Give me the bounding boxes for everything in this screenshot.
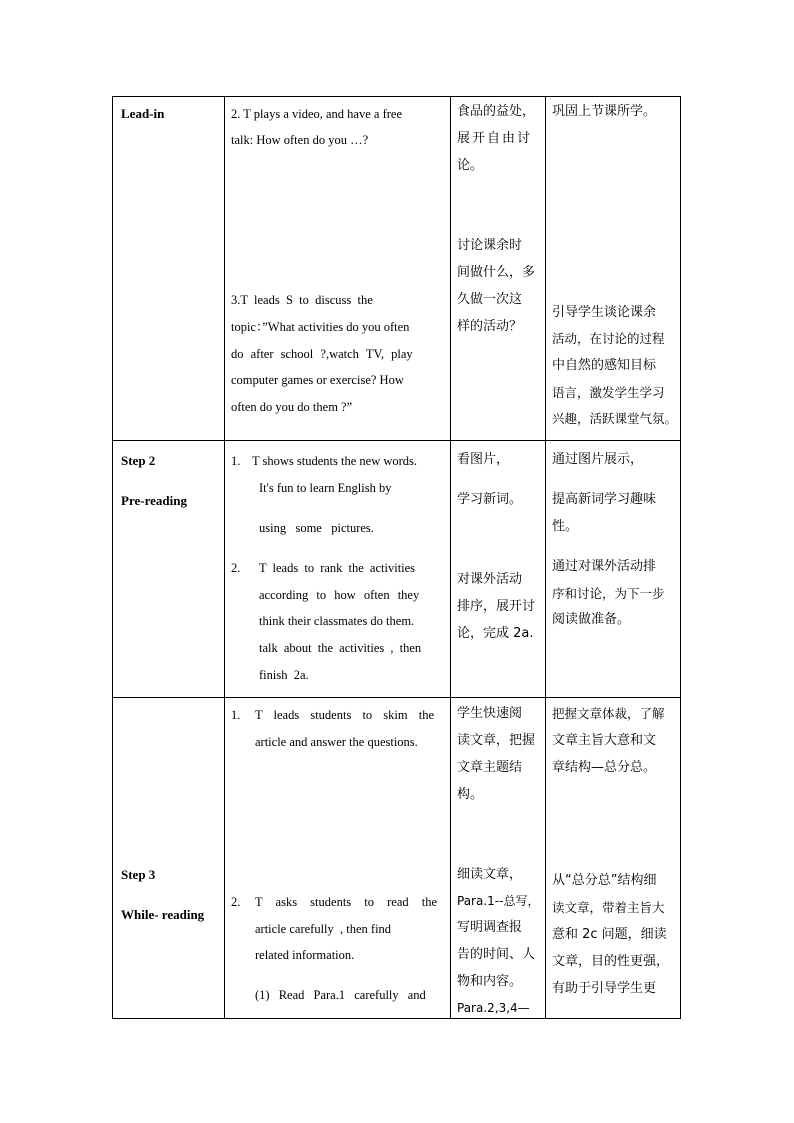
student-line: 久做一次这 — [457, 292, 523, 307]
activity-line: T asks students to read the — [255, 895, 438, 909]
purpose-line: 语言，激发学生学习 — [552, 385, 665, 400]
stage-label: Pre-reading — [121, 493, 187, 508]
step-label: Lead-in — [121, 106, 165, 121]
activity-line: talk: How often do you …? — [231, 133, 369, 147]
purpose-line: 巩固上节课所学。 — [552, 104, 657, 119]
activity-line: 2. T plays a video, and have a free — [231, 107, 403, 121]
list-number: 2. — [231, 895, 241, 909]
purpose-line: 文章主旨大意和文 — [552, 733, 657, 748]
activity-line: think their classmates do them. — [259, 614, 415, 628]
purpose-line: 提高新词学习趣味 — [552, 492, 657, 507]
student-line: 学习新词。 — [457, 492, 523, 507]
activity-line: computer games or exercise? How — [231, 373, 404, 387]
row-divider-1 — [112, 440, 681, 441]
student-line: 告的时间、人 — [457, 947, 536, 962]
purpose-line: 从“总分总”结构细 — [552, 873, 657, 888]
activity-line: using some pictures. — [259, 521, 374, 535]
activity-line: article carefully , then find — [255, 922, 392, 936]
student-line: 间做什么，多 — [457, 265, 536, 280]
student-line: 论。 — [457, 158, 484, 173]
purpose-line: 活动，在讨论的过程 — [552, 331, 665, 346]
student-line: 读文章，把握 — [457, 733, 536, 748]
step-label: Step 3 — [121, 867, 156, 882]
activity-line: according to how often they — [259, 588, 420, 602]
activity-line: topic：”What activities do you often — [231, 320, 410, 334]
student-line: 物和内容。 — [457, 974, 523, 989]
purpose-line: 通过对课外活动排 — [552, 559, 657, 574]
purpose-line: 中自然的感知目标 — [552, 358, 657, 373]
student-line: Para.2,3,4— — [457, 1001, 530, 1015]
activity-line: It's fun to learn English by — [259, 481, 392, 495]
column-divider-2 — [450, 96, 451, 1019]
table-border-bottom — [112, 1018, 681, 1019]
list-number: 1. — [231, 454, 241, 468]
student-line: 讨论课余时 — [457, 238, 523, 253]
student-line: 展开自由讨 — [457, 131, 533, 146]
activity-line: T shows students the new words. — [252, 454, 418, 468]
table-border-right — [680, 96, 681, 1019]
purpose-line: 有助于引导学生更 — [552, 981, 657, 996]
purpose-line: 兴趣，活跃课堂气氛。 — [552, 411, 678, 426]
student-line: 学生快速阅 — [457, 706, 523, 721]
student-line: 食品的益处， — [457, 104, 536, 119]
step-label: Step 2 — [121, 453, 156, 468]
table-border-left — [112, 96, 113, 1019]
student-line: 看图片， — [457, 452, 510, 467]
activity-line: finish 2a. — [259, 668, 309, 682]
row-divider-2 — [112, 697, 681, 698]
student-line: 对课外活动 — [457, 572, 523, 587]
column-divider-1 — [224, 96, 225, 1019]
student-line: Para.1--总写， — [457, 894, 540, 908]
activity-line: 3.T leads S to discuss the — [231, 293, 373, 307]
purpose-line: 通过图片展示， — [552, 452, 644, 467]
student-line: 构。 — [457, 787, 484, 802]
activity-line: often do you do them ?” — [231, 400, 353, 414]
activity-line: related information. — [255, 948, 355, 962]
list-number: 2. — [231, 561, 241, 575]
student-line: 论，完成 2a. — [457, 626, 534, 641]
activity-line: article and answer the questions. — [255, 735, 418, 749]
list-number: 1. — [231, 708, 241, 722]
stage-label: While- reading — [121, 907, 205, 922]
purpose-line: 读文章，带着主旨大 — [552, 900, 665, 915]
student-line: 写明调查报 — [457, 920, 523, 935]
activity-line: talk about the activities , then — [259, 641, 422, 655]
purpose-line: 引导学生谈论课余 — [552, 305, 657, 320]
purpose-line: 把握文章体裁，了解 — [552, 706, 665, 721]
student-line: 排序，展开讨 — [457, 599, 536, 614]
activity-line: T leads to rank the activities — [259, 561, 416, 575]
column-divider-3 — [545, 96, 546, 1019]
purpose-line: 序和讨论，为下一步 — [552, 586, 665, 601]
table-border-top — [112, 96, 681, 97]
purpose-line: 意和 2c 问题，细读 — [552, 927, 667, 942]
student-line: 样的活动？ — [457, 319, 523, 334]
student-line: 文章主题结 — [457, 760, 523, 775]
purpose-line: 文章，目的性更强， — [552, 954, 670, 969]
purpose-line: 性。 — [552, 519, 579, 534]
student-line: 细读文章， — [457, 867, 523, 882]
activity-line: T leads students to skim the — [255, 708, 434, 722]
purpose-line: 章结构—总分总。 — [552, 760, 657, 775]
activity-line: do after school ?,watch TV, play — [231, 347, 413, 361]
purpose-line: 阅读做准备。 — [552, 612, 631, 627]
activity-line: (1) Read Para.1 carefully and — [255, 988, 426, 1002]
